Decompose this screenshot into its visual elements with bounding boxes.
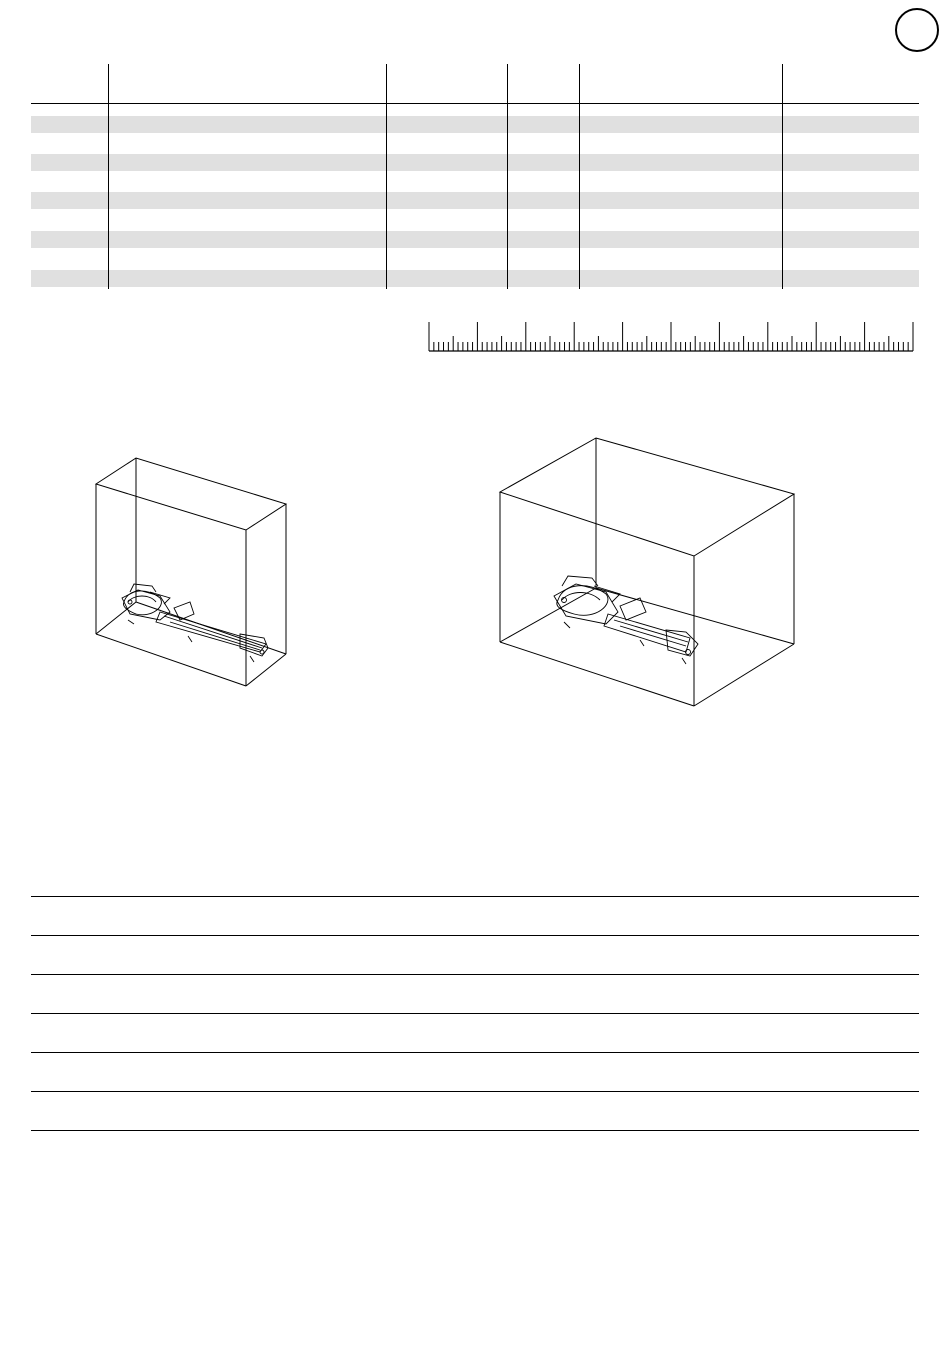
rowing-machine-icon: [554, 576, 698, 664]
note-line: [31, 896, 919, 935]
table-row: [31, 270, 919, 287]
note-line: [31, 1052, 919, 1091]
table-row: [31, 192, 919, 209]
column-divider: [507, 64, 508, 289]
column-divider: [386, 64, 387, 289]
notes-section: [31, 896, 919, 1131]
table-header-rule: [31, 103, 919, 104]
page-number-badge: [895, 8, 939, 52]
column-divider: [108, 64, 109, 289]
note-line: [31, 974, 919, 1013]
compact-storage-box-figure: [90, 452, 300, 692]
table-row: [31, 154, 919, 171]
note-line: [31, 1091, 919, 1130]
note-line: [31, 935, 919, 974]
column-divider: [579, 64, 580, 289]
notes-end-rule: [31, 1130, 919, 1131]
large-storage-box-figure: [490, 430, 810, 716]
table-row: [31, 116, 919, 133]
note-line: [31, 1013, 919, 1052]
table-row: [31, 231, 919, 248]
parts-table: [31, 64, 919, 289]
measurement-ruler: [427, 320, 917, 354]
column-divider: [782, 64, 783, 289]
